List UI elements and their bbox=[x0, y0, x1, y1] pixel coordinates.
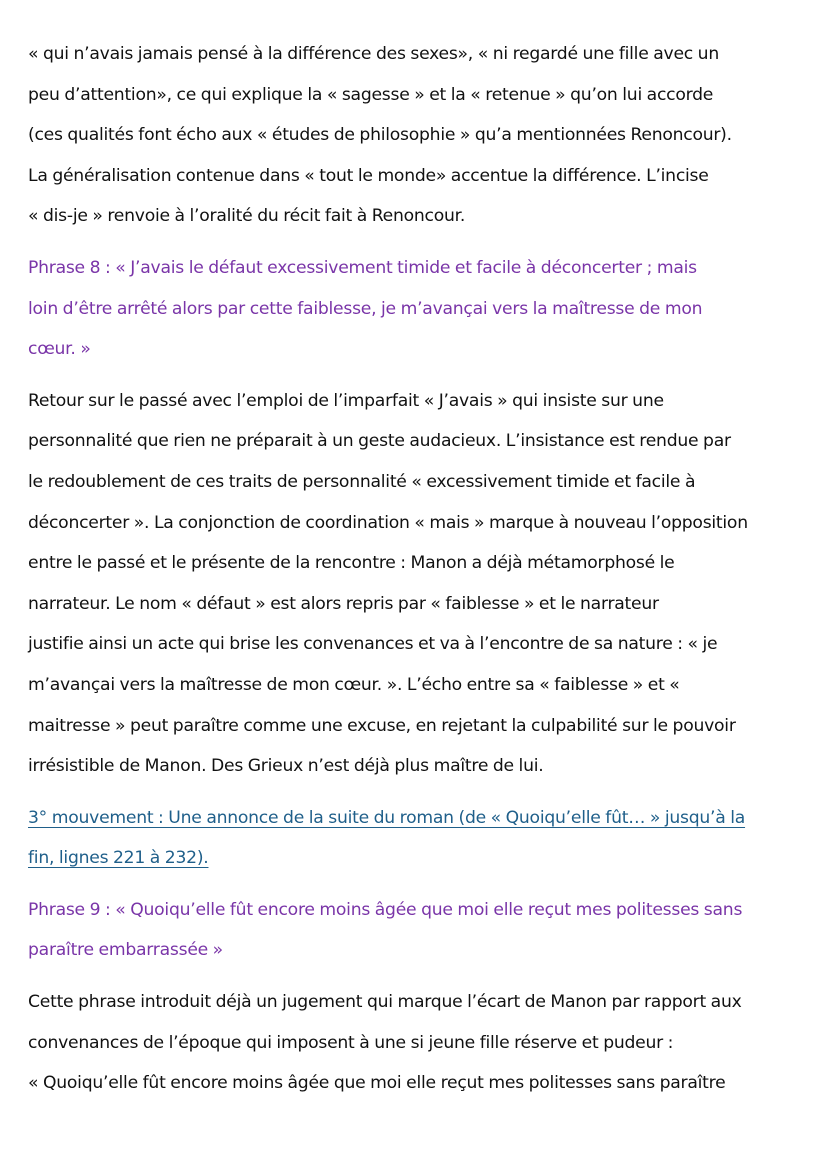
text-line: maitresse » peut paraître comme une excuse, en rejetant la culpabilité sur le pouvoir bbox=[28, 715, 736, 736]
quoted-sentence-9 bbox=[28, 890, 808, 971]
analysis-paragraph-1 bbox=[28, 34, 808, 237]
heading-line[interactable]: 3° mouvement : Une annonce de la suite du roman (de « Quoiqu’elle fût… » jusqu’à la bbox=[28, 807, 746, 828]
text-line: « Quoiqu’elle fût encore moins âgée que moi elle reçut mes politesses sans paraître bbox=[28, 1073, 726, 1094]
section-heading-link[interactable] bbox=[28, 798, 808, 879]
text-line: entre le passé et le présente de la rencontre : Manon a déjà métamorphosé le bbox=[28, 553, 675, 574]
text-line: convenances de l’époque qui imposent à une si jeune fille réserve et pudeur : bbox=[28, 1032, 674, 1053]
text-line: déconcerter ». La conjonction de coordination « mais » marque à nouveau l’opposition bbox=[28, 512, 748, 533]
heading-line[interactable]: fin, lignes 221 à 232). bbox=[28, 848, 209, 869]
text-line: personnalité que rien ne préparait à un geste audacieux. L’insistance est rendue par bbox=[28, 431, 731, 452]
text-line: Cette phrase introduit déjà un jugement qui marque l’écart de Manon par rapport aux bbox=[28, 992, 742, 1013]
text-line: Retour sur le passé avec l’emploi de l’imparfait « J’avais » qui insiste sur une bbox=[28, 390, 664, 411]
quote-line: Phrase 9 : « Quoiqu’elle fût encore moins âgée que moi elle reçut mes politesses sans bbox=[28, 899, 743, 920]
text-line: « dis-je » renvoie à l’oralité du récit fait à Renoncour. bbox=[28, 206, 466, 227]
quote-line: loin d’être arrêté alors par cette faiblesse, je m’avançai vers la maîtresse de mon bbox=[28, 298, 703, 319]
quote-line: paraître embarrassée » bbox=[28, 940, 223, 961]
text-line: m’avançai vers la maîtresse de mon cœur. ». L’écho entre sa « faiblesse » et « bbox=[28, 674, 680, 695]
text-line: justifie ainsi un acte qui brise les convenances et va à l’encontre de sa nature : « je bbox=[28, 634, 718, 655]
text-line: irrésistible de Manon. Des Grieux n’est déjà plus maître de lui. bbox=[28, 756, 544, 777]
text-line: narrateur. Le nom « défaut » est alors repris par « faiblesse » et le narrateur bbox=[28, 593, 659, 614]
quoted-sentence-8 bbox=[28, 248, 808, 370]
quote-line: cœur. » bbox=[28, 339, 91, 360]
text-line: le redoublement de ces traits de personnalité « excessivement timide et facile à bbox=[28, 471, 696, 492]
analysis-paragraph-3 bbox=[28, 982, 808, 1104]
text-line: La généralisation contenue dans « tout le monde» accentue la différence. L’incise bbox=[28, 165, 709, 186]
analysis-paragraph-2 bbox=[28, 381, 808, 787]
text-line: « qui n’avais jamais pensé à la différence des sexes», « ni regardé une fille avec un bbox=[28, 44, 719, 64]
text-line: (ces qualités font écho aux « études de philosophie » qu’a mentionnées Renoncour). bbox=[28, 125, 732, 146]
text-line: peu d’attention», ce qui explique la « sagesse » et la « retenue » qu’on lui accorde bbox=[28, 84, 714, 105]
document-page bbox=[28, 34, 808, 1115]
quote-line: Phrase 8 : « J’avais le défaut excessivement timide et facile à déconcerter ; mais bbox=[28, 257, 697, 278]
